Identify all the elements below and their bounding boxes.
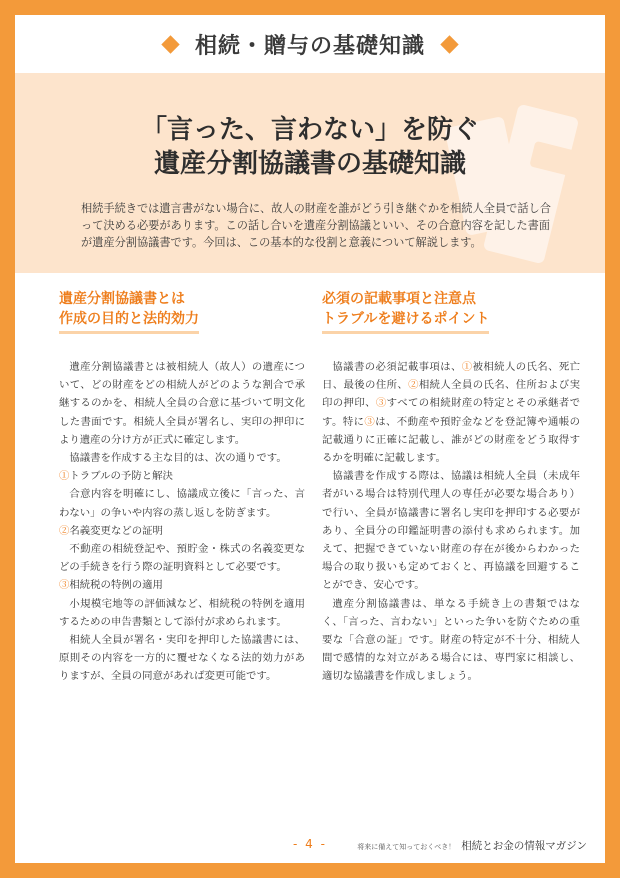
hero-title bbox=[15, 113, 605, 181]
magazine-name: 相続とお金の情報マガジン bbox=[461, 840, 587, 852]
left-item-3-text: 小規模宅地等の評価減など、相続税の特例を適用するための申告書類として添付が求められます。 bbox=[59, 597, 305, 628]
p1-text-c: 相続人全員の氏名、住所および実印の押印、 bbox=[322, 379, 580, 410]
left-body bbox=[59, 358, 305, 686]
p1-number-2: ② bbox=[408, 379, 419, 392]
left-item-2-title bbox=[59, 522, 305, 540]
right-paragraph-3: 遺産分割協議書は、単なる手続き上の書類ではなく、「言った、言わない」といった争いを防ぐための重要な「合意の証」です。財産の特定が不十分、相続人間で感情的な対立がある場合には、専門家に相談し、適切な協議書を作成しましょう。 bbox=[322, 597, 580, 683]
left-item-1-title bbox=[59, 467, 305, 485]
left-paragraph-2: 協議書を作成する主な目的は、次の通りです。 bbox=[69, 452, 287, 465]
hero bbox=[15, 73, 605, 273]
hero-lead: 相続手続きでは遺言書がない場合に、故人の財産を誰がどう引き継ぐかを相続人全員で話し合って決める必要があります。この話し合いを遺産分割協議といい、その合意内容を記した書面が遺産分割協議書です。今回は、この基本的な役割と意義について解説します。 bbox=[81, 202, 551, 249]
right-heading-line1: 必須の記載事項と注意点 bbox=[322, 291, 476, 307]
item-1-title-text: トラブルの予防と解決 bbox=[69, 470, 173, 483]
left-item-3-title bbox=[59, 576, 305, 594]
item-2-title-text: 名義変更などの証明 bbox=[69, 524, 163, 537]
right-paragraph-2: 協議書を作成する際は、協議は相続人全員（未成年者がいる場合は特別代理人の専任が必要な場合あり）で行い、全員が協議書に署名し実印を押印する必要があり、全員分の印鑑証明書の添付も求められます。加えて、把握できていない財産の存在が後からわかった場合の取り扱いも定めておくと、再協議を回避することができ、安心です。 bbox=[322, 470, 580, 592]
right-heading bbox=[322, 289, 489, 334]
page-number: - 4 - bbox=[293, 837, 327, 851]
left-item-1-text: 合意内容を明確にし、協議成立後に「言った、言わない」の争いや内容の蒸し返しを防ぎます。 bbox=[59, 488, 305, 519]
diamond-left-icon bbox=[161, 35, 179, 53]
item-3-title-text: 相続税の特例の適用 bbox=[69, 579, 163, 592]
p1-text-d: すべての相続財産の特定とその承継者です。特に bbox=[322, 397, 581, 428]
p1-number-4: ③ bbox=[364, 415, 376, 428]
p1-text-a: 協議書の必須記載事項は、 bbox=[332, 361, 462, 373]
left-column bbox=[59, 289, 305, 686]
page bbox=[15, 15, 605, 863]
p1-number-1: ① bbox=[461, 361, 473, 373]
item-2-number: ② bbox=[59, 524, 70, 537]
p1-text-e: は、不動産や預貯金などを登記簿や通帳の記載通りに正確に記載し、誰がどの財産をどう取得するかを明確に記載します。 bbox=[322, 415, 581, 465]
p1-number-3: ③ bbox=[375, 397, 387, 410]
diamond-right-icon bbox=[440, 35, 458, 53]
p1-text-b: 被相続人の氏名、死亡日、最後の住所、 bbox=[322, 361, 581, 392]
left-heading-line2: 作成の目的と法的効力 bbox=[59, 311, 199, 327]
right-paragraph-1 bbox=[322, 358, 580, 467]
footer-note bbox=[357, 838, 587, 853]
right-heading-line2: トラブルを避けるポイント bbox=[322, 311, 490, 327]
left-paragraph-3: 相続人全員が署名・実印を押印した協議書には、原則その内容を一方的に覆せなくなる法的効力がありますが、全員の同意があれば変更可能です。 bbox=[59, 634, 305, 683]
header-band bbox=[15, 15, 605, 73]
item-1-number: ① bbox=[59, 470, 70, 483]
hero-title-line1: 「言った、言わない」を防ぐ bbox=[140, 115, 479, 145]
item-3-number: ③ bbox=[59, 579, 70, 592]
header-title: 相続・贈与の基礎知識 bbox=[194, 33, 425, 59]
left-item-2-text: 不動産の相続登記や、預貯金・株式の名義変更などの手続きを行う際の証明資料として必要です。 bbox=[59, 543, 305, 574]
right-body bbox=[322, 358, 580, 686]
left-paragraph-1: 遺産分割協議書とは被相続人（故人）の遺産について、どの財産をどの相続人がどのような割合で承継するのかを、相続人全員の合意に基づいて明文化した書面です。相続人全員が署名し、実印の押印により遺産の分け方が正式に確定します。 bbox=[59, 361, 305, 446]
left-heading bbox=[59, 289, 199, 334]
footer-tagline: 将来に備えて知っておくべき！ bbox=[357, 843, 456, 851]
hero-title-line2: 遺産分割協議書の基礎知識 bbox=[153, 149, 466, 179]
left-heading-line1: 遺産分割協議書とは bbox=[59, 291, 185, 307]
footer bbox=[15, 837, 605, 863]
right-column bbox=[322, 289, 580, 686]
